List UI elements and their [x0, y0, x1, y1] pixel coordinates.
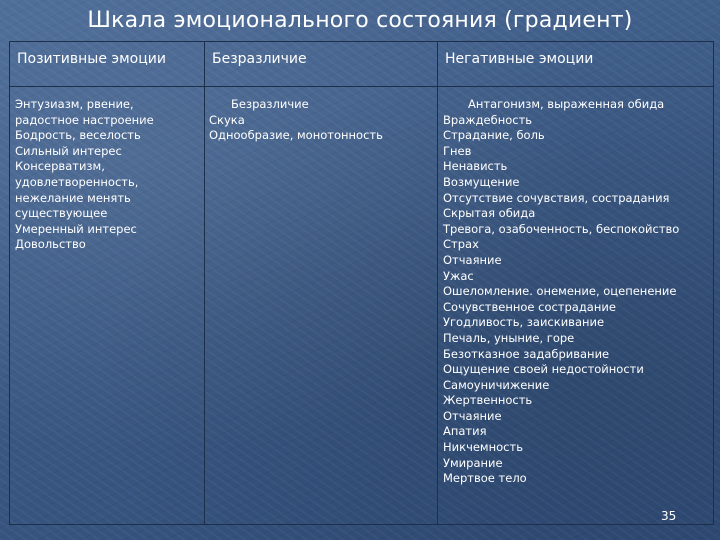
list-item: Печаль, уныние, горе [443, 330, 575, 345]
emotion-scale-table [9, 41, 714, 525]
list-item: нежелание менять [15, 190, 131, 205]
positive-emotions-list [10, 87, 204, 253]
list-item: Гнев [443, 143, 472, 158]
list-item: удовлетворенность, [15, 174, 139, 189]
list-item: Умеренный интерес [15, 221, 137, 236]
page-number: 35 [661, 509, 677, 523]
list-item: Безотказное задабривание [443, 346, 610, 361]
indifference-list [205, 87, 437, 144]
list-item: существующее [15, 206, 108, 221]
header-negative-label: Негативные эмоции [445, 51, 594, 67]
list-item: Сильный интерес [15, 143, 122, 158]
list-item: Бодрость, веселость [15, 128, 141, 143]
list-item: Возмущение [443, 174, 520, 189]
list-item: Умирание [443, 455, 503, 470]
list-item: Враждебность [443, 112, 533, 127]
list-item: Тревога, озабоченность, беспокойство [443, 221, 680, 236]
list-item: Энтузиазм, рвение, [15, 97, 134, 111]
list-item: Ненависть [443, 159, 508, 174]
list-item: Отчаяние [443, 408, 502, 423]
positive-emotions-cell [10, 87, 205, 525]
slide-title: Шкала эмоционального состояния (градиент) [87, 8, 633, 33]
negative-heading: Антагонизм, выраженная обида [468, 97, 665, 111]
list-item: Страдание, боль [443, 128, 545, 143]
list-item: Сочувственное сострадание [443, 299, 616, 314]
list-item: Скрытая обида [443, 206, 536, 221]
list-item: радостное настроение [15, 112, 154, 127]
list-item: Довольство [15, 237, 86, 252]
list-item: Самоуничижение [443, 377, 550, 392]
list-item: Страх [443, 237, 479, 252]
header-cell-negative [438, 42, 714, 87]
indifference-heading: Безразличие [231, 97, 309, 111]
indifference-cell [205, 87, 438, 525]
list-item: Отсутствие сочувствия, сострадания [443, 190, 670, 205]
list-item: Ошеломление. онемение, оцепенение [443, 284, 677, 299]
negative-emotions-list [438, 87, 713, 487]
list-item: Ощущение своей недостойности [443, 362, 644, 377]
list-item: Ужас [443, 268, 474, 283]
list-item: Жертвенность [443, 393, 533, 408]
header-cell-positive [10, 42, 205, 87]
list-item: Апатия [443, 424, 487, 439]
list-item: Мертвое тело [443, 471, 527, 486]
list-item: Скука [209, 112, 245, 127]
header-cell-indifference [205, 42, 438, 87]
list-item: Угодливость, заискивание [443, 315, 605, 330]
list-item: Никчемность [443, 440, 523, 455]
table-header-row [10, 42, 714, 87]
header-positive-label: Позитивные эмоции [17, 51, 166, 67]
list-item: Однообразие, монотонность [209, 128, 383, 143]
list-item: Отчаяние [443, 252, 502, 267]
list-item: Консерватизм, [15, 159, 105, 174]
negative-emotions-cell [438, 87, 714, 525]
header-indifference-label: Безразличие [212, 51, 307, 67]
table-body-row [10, 87, 714, 525]
